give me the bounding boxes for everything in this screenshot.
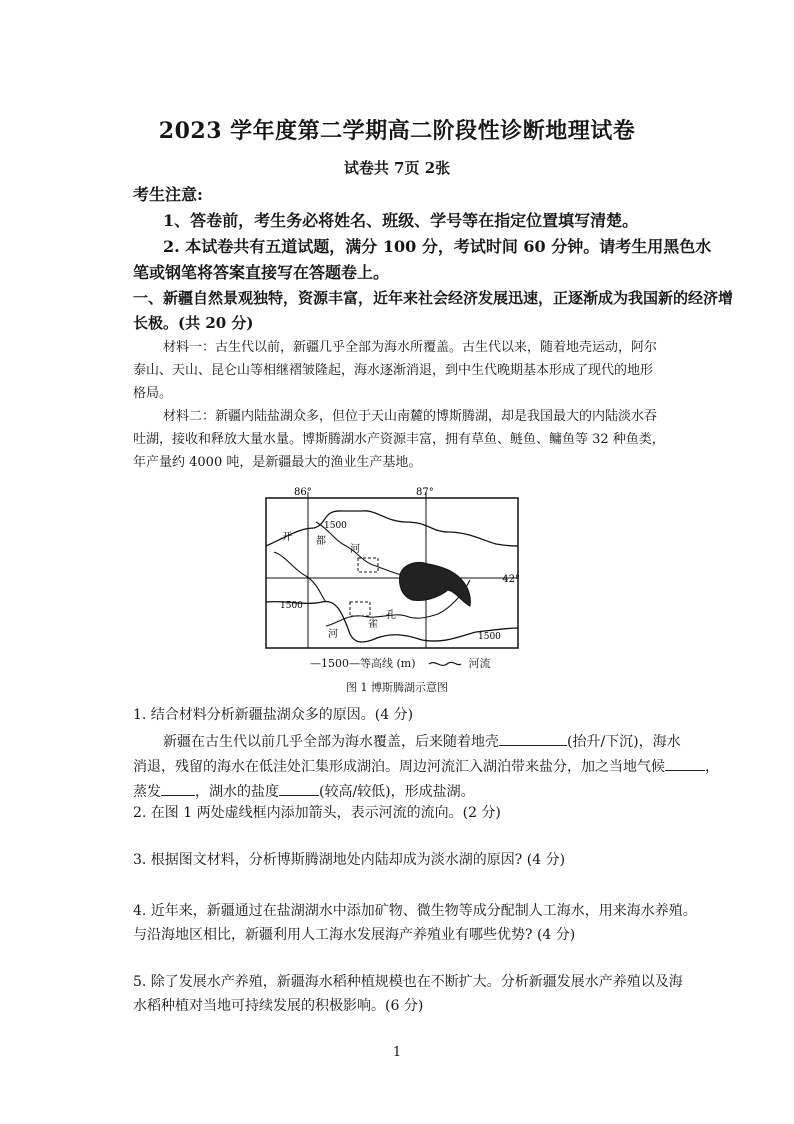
question-1-text-g: (较高/较低)，形成盐湖。 <box>319 784 475 800</box>
lon-86-label: 86° <box>294 487 312 498</box>
bosten-lake-map <box>264 484 524 654</box>
question-1-fill-line-3 <box>133 783 475 799</box>
material-2-line-3: 年产量约 4000 吨，是新疆最大的渔业生产基地。 <box>133 455 422 470</box>
exam-subtitle: 试卷共 7页 2张 <box>343 159 451 177</box>
material-2-line-2: 吐湖，接收和释放大量水量。博斯腾湖水产资源丰富，拥有草鱼、鲢鱼、鳙鱼等 32 种鱼类， <box>133 432 665 447</box>
notice-item-2b: 笔或钢笔将答案直接写在答题卷上。 <box>133 263 390 282</box>
material-2-line-1: 材料二：新疆内陆盐湖众多，但位于天山南麓的博斯腾湖，却是我国最大的内陆淡水吞 <box>163 409 658 424</box>
question-1-text-b: (抬升/下沉)，海水 <box>567 734 681 750</box>
legend-river: 河流 <box>468 657 491 670</box>
question-1-text-a: 新疆在古生代以前几乎全部为海水覆盖，后来随着地壳 <box>163 734 499 750</box>
river-label-du: 都 <box>316 536 326 547</box>
question-1-fill-line-2 <box>133 758 719 774</box>
answer-blank-4[interactable] <box>279 783 319 796</box>
question-1-text-d: ， <box>705 759 719 775</box>
question-1-text-e: 蒸发 <box>133 784 161 800</box>
river-label-he-lower: 河 <box>328 629 338 640</box>
map-frame <box>266 498 518 648</box>
lon-87-label: 87° <box>416 487 434 498</box>
legend-contour: —1500—等高线 (m) <box>310 657 416 670</box>
contour-label-c: 1500 <box>478 632 501 642</box>
legend-river-symbol <box>427 659 463 669</box>
answer-blank-2[interactable] <box>665 758 705 771</box>
contour-label-b: 1500 <box>280 601 303 611</box>
section-1-line-2: 长极。(共 20 分) <box>133 314 254 332</box>
question-1-text-f: ，湖水的盐度 <box>195 784 279 800</box>
question-4-line-2: 与沿海地区相比，新疆利用人工海水发展海产养殖业有哪些优势? (4 分) <box>133 927 576 943</box>
answer-blank-1[interactable] <box>499 733 567 746</box>
river-label-kai: 开 <box>282 532 292 543</box>
material-1-line-2: 泰山、天山、昆仑山等相继褶皱隆起，海水逐渐消退，到中生代晚期基本形成了现代的地形 <box>133 363 654 378</box>
contour-label-a: 1500 <box>324 521 347 531</box>
material-1-line-1: 材料一：古生代以前，新疆几乎全部为海水所覆盖。古生代以来，随着地壳运动，阿尔 <box>163 340 658 355</box>
river-label-que: 雀 <box>368 619 378 630</box>
question-4-line-1: 4. 近年来，新疆通过在盐湖湖水中添加矿物、微生物等成分配制人工海水，用来海水养殖。 <box>133 903 697 919</box>
section-1-line-1: 一、新疆自然景观独特，资源丰富，近年来社会经济发展迅速，正逐渐成为我国新的经济增 <box>133 289 734 307</box>
figure-caption: 图 1 博斯腾湖示意图 <box>346 681 448 694</box>
answer-blank-3[interactable] <box>161 783 195 796</box>
question-1-text-c: 消退，残留的海水在低洼处汇集形成湖泊。周边河流汇入湖泊带来盐分，加之当地气候 <box>133 759 665 775</box>
river-label-he-upper: 河 <box>350 544 360 555</box>
notice-item-1: 1、答卷前，考生务必将姓名、班级、学号等在指定位置填写清楚。 <box>163 211 639 230</box>
question-5-line-1: 5. 除了发展水产养殖，新疆海水稻种植规模也在不断扩大。分析新疆发展水产养殖以及海 <box>133 974 683 990</box>
map-legend <box>310 655 491 671</box>
question-3: 3. 根据图文材料，分析博斯腾湖地处内陆却成为淡水湖的原因? (4 分) <box>133 852 566 868</box>
page-number: 1 <box>392 1045 402 1060</box>
exam-title: 2023 学年度第二学期高二阶段性诊断地理试卷 <box>158 118 636 144</box>
lat-42-label: 42° <box>502 574 520 585</box>
river-label-kong: 孔 <box>386 610 396 621</box>
question-2: 2. 在图 1 两处虚线框内添加箭头，表示河流的流向。(2 分) <box>133 805 501 821</box>
notice-item-2a: 2. 本试卷共有五道试题，满分 100 分，考试时间 60 分钟。请考生用黑色水 <box>163 237 712 256</box>
question-1-stem: 1. 结合材料分析新疆盐湖众多的原因。(4 分) <box>133 707 414 723</box>
question-1-fill-line-1 <box>163 733 681 749</box>
material-1-line-3: 格局。 <box>133 386 173 401</box>
question-5-line-2: 水稻种植对当地可持续发展的积极影响。(6 分) <box>133 998 424 1014</box>
notice-heading: 考生注意: <box>133 185 203 204</box>
